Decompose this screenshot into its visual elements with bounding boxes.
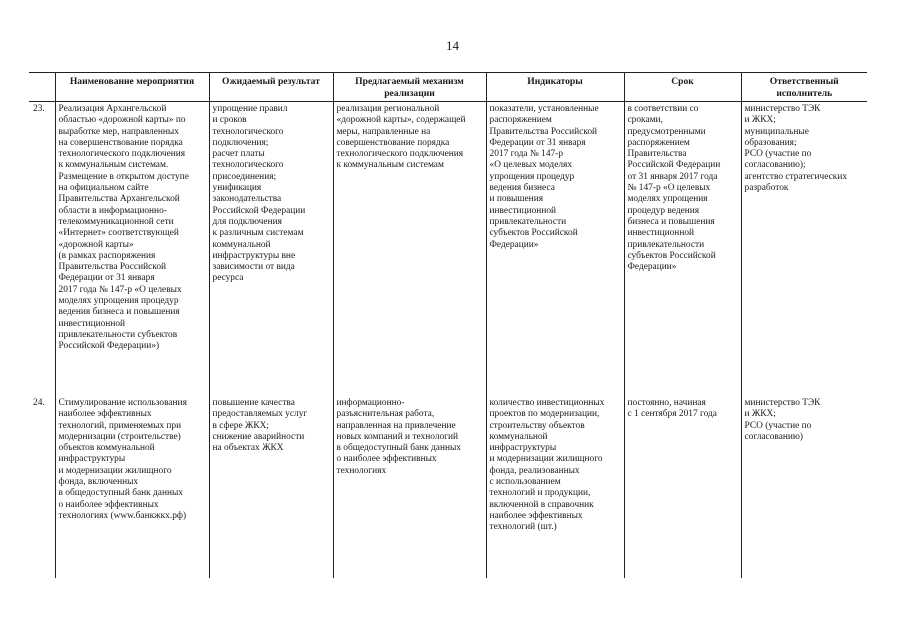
header-indicators: Индикаторы bbox=[486, 73, 624, 102]
responsible: министерство ТЭК и ЖКХ; РСО (участие по согласованию) bbox=[741, 390, 867, 578]
header-term: Срок bbox=[624, 73, 741, 102]
header-number bbox=[29, 73, 55, 102]
indicators: показатели, установленные распоряжением Правительства Российской Федерации от 31 января 2017 года № 147-р «О целевых моделях упрощения процедур ведения бизнеса и повышения инвестиционной привлекательности субъектов Российской Федерации» bbox=[486, 102, 624, 391]
header-name: Наименование мероприятия bbox=[55, 73, 209, 102]
header-mechanism: Предлагаемый механизм реализации bbox=[333, 73, 486, 102]
measures-table bbox=[29, 72, 867, 578]
term: в соответствии со сроками, предусмотренными распоряжением Правительства Российской Федерации от 31 января 2017 года № 147-р «О целевых моделях упрощения процедур ведения бизнеса и повышения инвестиционной привлекательности субъектов Российской Федерации» bbox=[624, 102, 741, 391]
row-number: 23. bbox=[33, 104, 45, 114]
measure-name: Реализация Архангельской областью «дорожной карты» по выработке мер, направленных на совершенствование порядка технологического подключения к коммунальным системам. Размещение в открытом доступе на официальном сайте Правительства Архангельской области в информационно- телекоммуникационной сети «Интернет» соответствующей «дорожной карты» (в рамках распоряжения Правительства Российской Федерации от 31 января 2017 года № 147-р «О целевых моделях упрощения процедур ведения бизнеса и повышения инвестиционной привлекательности субъектов Российской Федерации») bbox=[55, 102, 209, 391]
page-number: 14 bbox=[446, 38, 459, 53]
header-result: Ожидаемый результат bbox=[209, 73, 333, 102]
expected-result: повышение качества предоставляемых услуг в сфере ЖКХ; снижение аварийности на объектах ЖКХ bbox=[209, 390, 333, 578]
term: постоянно, начиная с 1 сентября 2017 года bbox=[624, 390, 741, 578]
row-number: 24. bbox=[33, 398, 45, 408]
measure-name: Стимулирование использования наиболее эффективных технологий, применяемых при модернизации (строительстве) объектов коммунальной инфраструктуры и модернизации жилищного фонда, включенных в общедоступный банк данных о наиболее эффективных технологиях (www.банкжкх.рф) bbox=[55, 390, 209, 578]
table-header-row bbox=[29, 73, 867, 102]
mechanism: реализация региональной «дорожной карты», содержащей меры, направленные на совершенствование порядка технологического подключения к коммунальным системам bbox=[333, 102, 486, 391]
indicators: количество инвестиционных проектов по модернизации, строительству объектов коммунальной инфраструктуры и модернизации жилищного фонда, реализованных с использованием технологий и продукции, включенной в справочник наиболее эффективных технологий (шт.) bbox=[486, 390, 624, 578]
header-responsible: Ответственный исполнитель bbox=[741, 73, 867, 102]
responsible: министерство ТЭК и ЖКХ; муниципальные образования; РСО (участие по согласованию); агентство стратегических разработок bbox=[741, 102, 867, 391]
mechanism: информационно- разъяснительная работа, направленная на привлечение новых компаний и технологий в общедоступный банк данных о наиболее эффективных технологиях bbox=[333, 390, 486, 578]
expected-result: упрощение правил и сроков технологического подключения; расчет платы технологического присоединения; унификация законодательства Российской Федерации для подключения к различным системам коммунальной инфраструктуры вне зависимости от вида ресурса bbox=[209, 102, 333, 391]
table-row bbox=[29, 102, 867, 391]
table-row bbox=[29, 390, 867, 578]
